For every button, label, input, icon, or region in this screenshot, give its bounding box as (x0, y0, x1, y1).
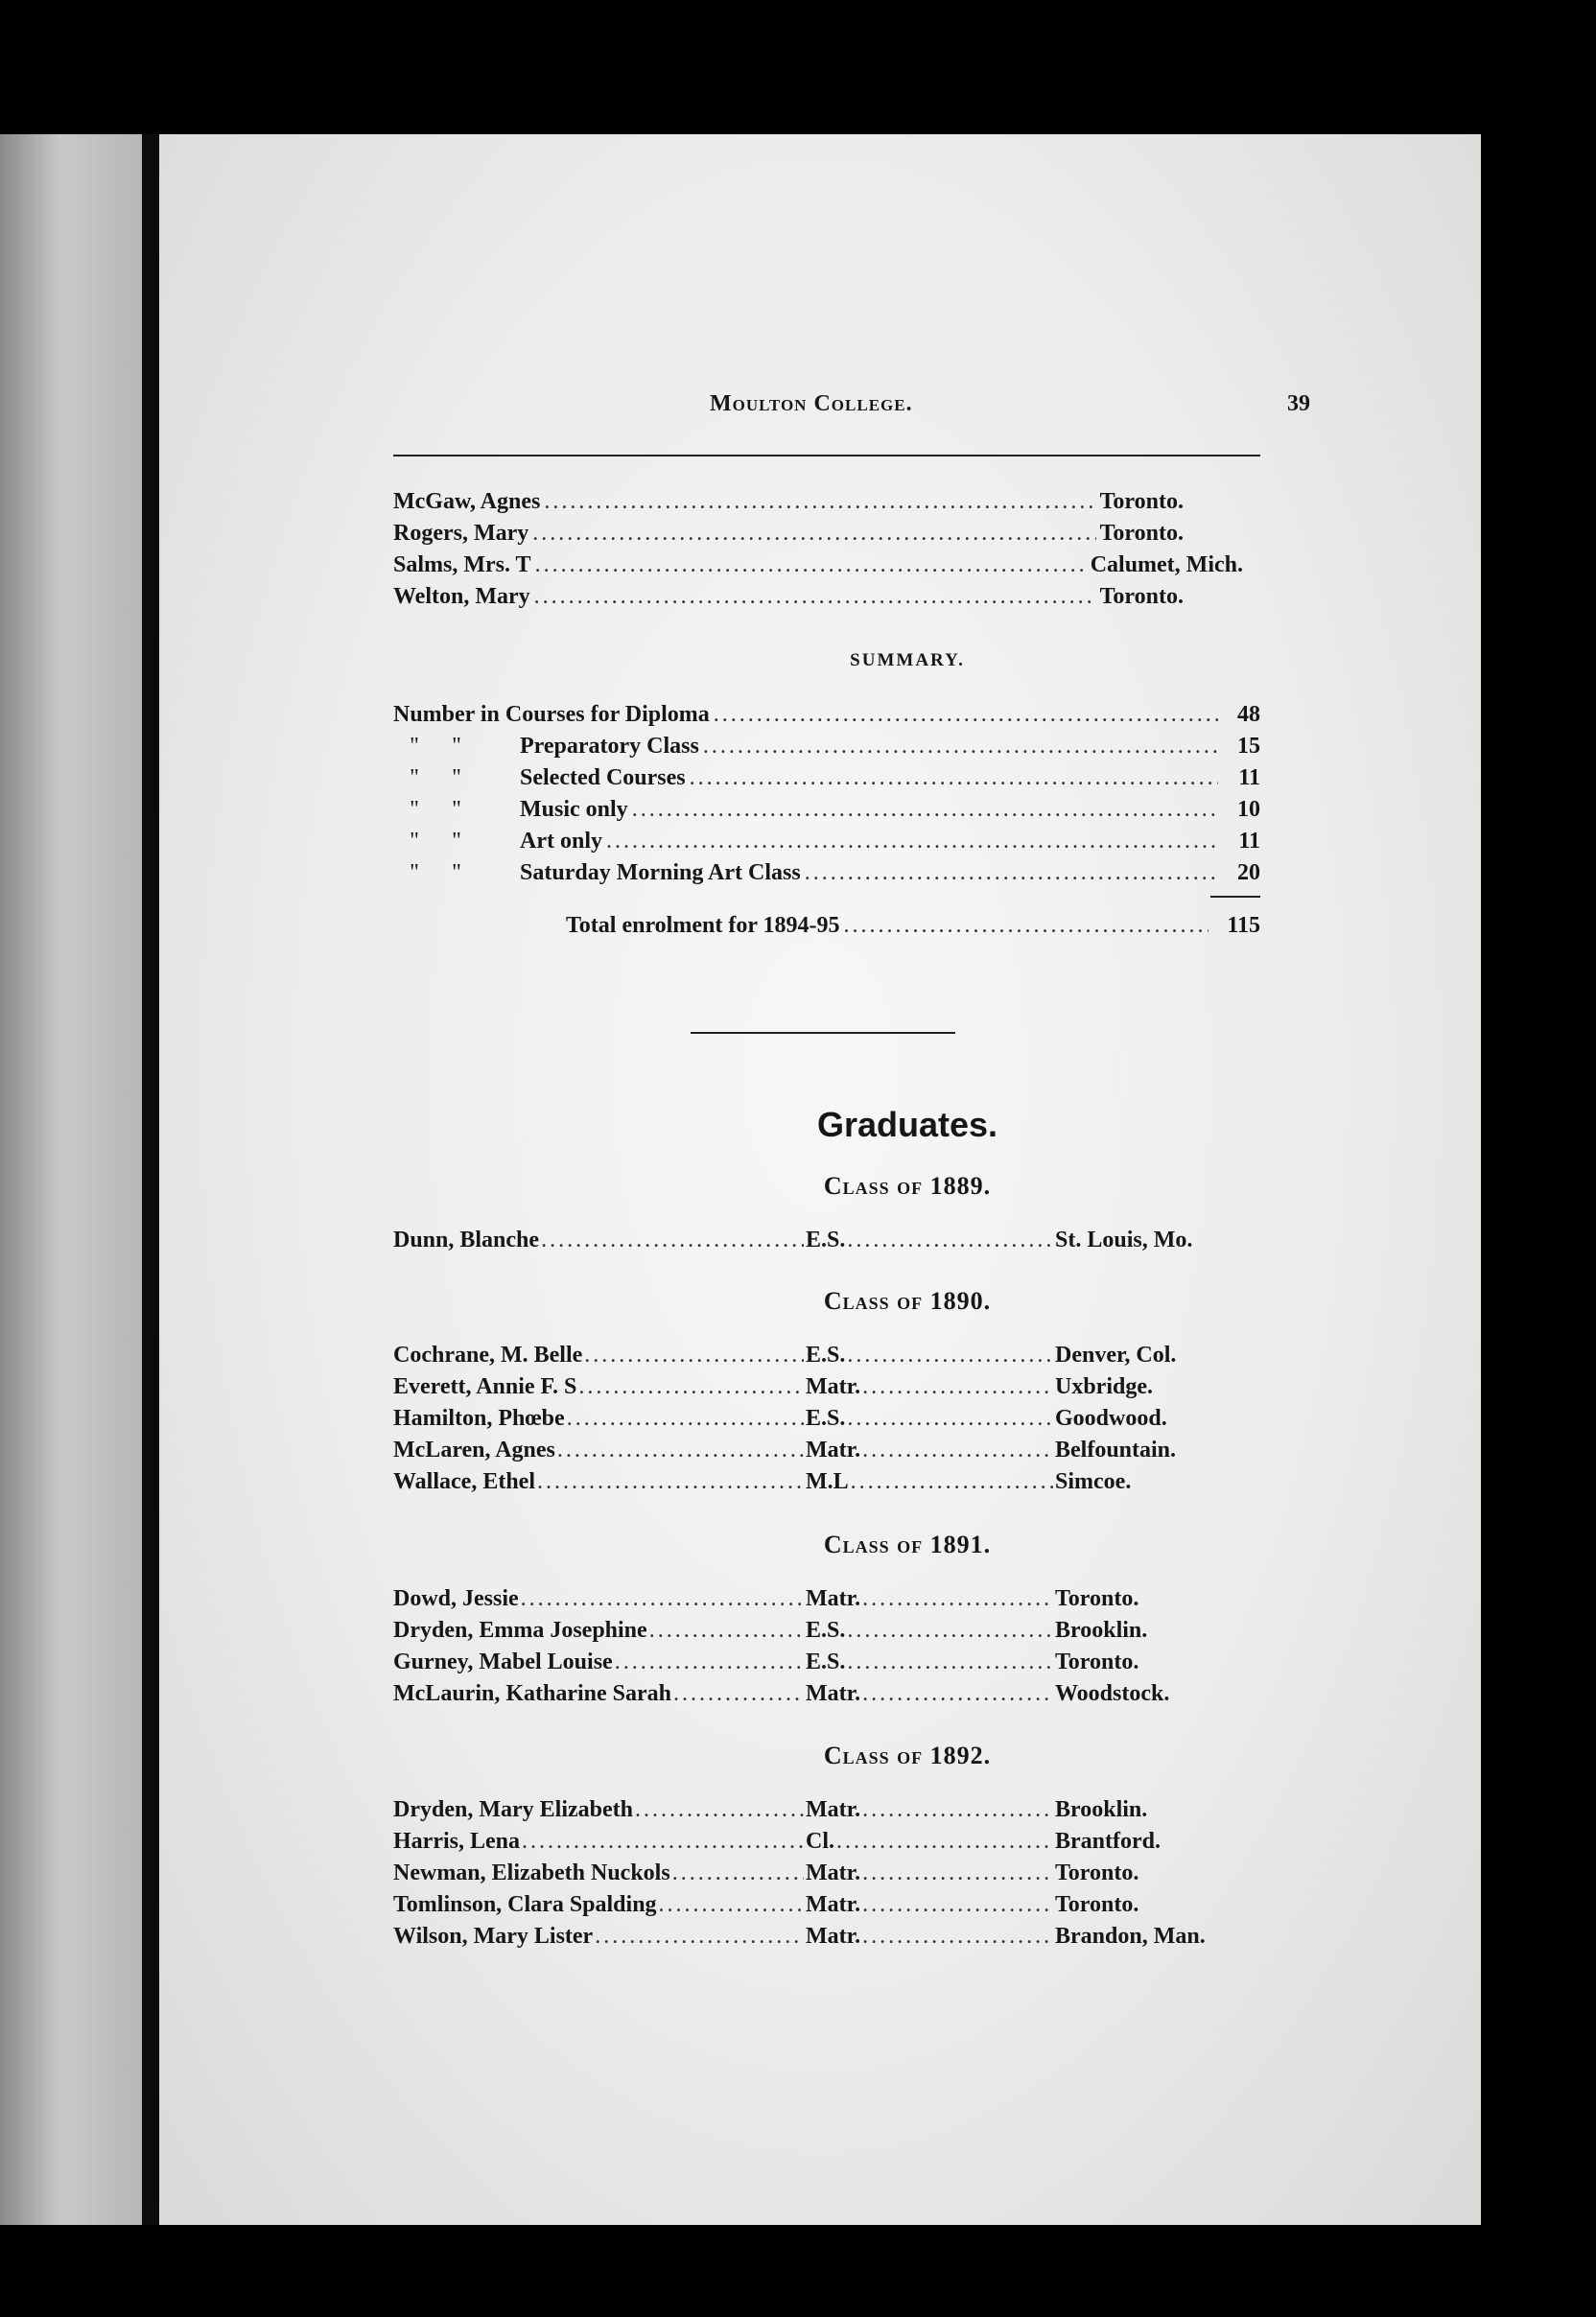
student-name: Rogers, Mary (393, 521, 529, 546)
graduate-place: Uxbridge. (1055, 1374, 1153, 1399)
graduate-row (393, 1406, 1256, 1437)
graduate-place: Toronto. (1055, 1861, 1139, 1885)
dot-leader (836, 1829, 1053, 1855)
graduate-place: Simcoe. (1055, 1469, 1132, 1494)
graduate-degree: E.S. (806, 1618, 846, 1643)
graduate-row (393, 1681, 1256, 1712)
graduate-degree: E.S. (806, 1406, 846, 1431)
student-row (393, 521, 1184, 551)
graduate-place: Woodstock. (1055, 1681, 1170, 1706)
graduate-name: McLaren, Agnes (393, 1438, 555, 1463)
ditto-mark: " (410, 797, 419, 822)
graduate-row (393, 1829, 1256, 1860)
dot-leader (862, 1438, 1053, 1463)
summary-value: 48 (1237, 702, 1260, 727)
class-heading: Class of 1892. (823, 1742, 992, 1769)
graduate-name: Dunn, Blanche (393, 1228, 540, 1252)
graduate-row (393, 1343, 1256, 1373)
dot-leader (862, 1861, 1053, 1886)
facing-page-edge (0, 134, 153, 2225)
section-divider (691, 1032, 955, 1034)
document-page (159, 134, 1481, 2225)
student-place: Calumet, Mich. (1090, 552, 1243, 577)
graduate-name: Dowd, Jessie (393, 1586, 519, 1611)
graduate-name: Gurney, Mabel Louise (393, 1650, 613, 1674)
graduate-name: Harris, Lena (393, 1829, 520, 1854)
graduate-place: Brooklin. (1055, 1618, 1148, 1643)
dot-leader (851, 1469, 1053, 1495)
graduate-degree: Matr. (806, 1586, 861, 1611)
dot-leader (847, 1406, 1053, 1432)
dot-leader (522, 1829, 804, 1855)
graduate-degree: E.S. (806, 1228, 846, 1252)
ditto-mark: " (452, 797, 461, 822)
dot-leader (521, 1586, 804, 1612)
dot-leader (673, 1681, 804, 1707)
dot-leader (541, 1228, 804, 1253)
dot-leader (557, 1438, 804, 1463)
dot-leader (805, 860, 1218, 886)
graduate-place: Toronto. (1055, 1892, 1139, 1917)
summary-row (393, 765, 1260, 796)
dot-leader (578, 1374, 804, 1400)
graduate-place: Goodwood. (1055, 1406, 1167, 1431)
dot-leader (862, 1681, 1053, 1707)
dot-leader (649, 1618, 804, 1644)
ditto-mark: " (410, 765, 419, 790)
graduate-degree: Matr. (806, 1438, 861, 1463)
student-place: Toronto. (1099, 521, 1184, 546)
summary-label: Preparatory Class (520, 734, 699, 759)
dot-leader (544, 489, 1095, 515)
dot-leader (532, 521, 1095, 547)
ditto-mark: " (452, 765, 461, 790)
summary-value: 15 (1237, 734, 1260, 759)
graduate-degree: E.S. (806, 1650, 846, 1674)
dot-leader (847, 1343, 1053, 1369)
graduates-heading: Graduates. (816, 1105, 998, 1144)
dot-leader (862, 1374, 1053, 1400)
summary-heading: SUMMARY. (850, 650, 965, 670)
student-place: Toronto. (1099, 584, 1184, 609)
dot-leader (606, 829, 1218, 854)
summary-label: Saturday Morning Art Class (520, 860, 801, 885)
graduate-row (393, 1469, 1256, 1500)
summary-row (393, 702, 1260, 733)
summary-label: Number in Courses for Diploma (393, 702, 710, 727)
summary-label: Art only (520, 829, 602, 854)
graduate-row (393, 1438, 1256, 1468)
graduate-row (393, 1861, 1256, 1891)
class-heading: Class of 1889. (823, 1172, 992, 1200)
graduate-row (393, 1797, 1256, 1828)
graduate-name: Tomlinson, Clara Spalding (393, 1892, 657, 1917)
summary-row (393, 797, 1260, 828)
graduate-name: Wilson, Mary Lister (393, 1924, 594, 1949)
summary-row (393, 829, 1260, 859)
ditto-mark: " (452, 829, 461, 854)
graduate-place: Toronto. (1055, 1650, 1139, 1674)
graduate-degree: E.S. (806, 1343, 846, 1368)
graduate-degree: Cl. (806, 1829, 834, 1854)
student-row (393, 489, 1184, 520)
graduate-degree: Matr. (806, 1797, 861, 1822)
summary-label: Selected Courses (520, 765, 686, 790)
graduate-row (393, 1586, 1256, 1617)
dot-leader (537, 1469, 804, 1495)
student-row (393, 552, 1243, 583)
graduate-place: Denver, Col. (1055, 1343, 1177, 1368)
graduate-degree: Matr. (806, 1681, 861, 1706)
graduate-place: Brantford. (1055, 1829, 1161, 1854)
student-place: Toronto. (1099, 489, 1184, 514)
graduate-name: Wallace, Ethel (393, 1469, 535, 1494)
dot-leader (862, 1586, 1053, 1612)
summary-row (393, 860, 1260, 891)
ditto-mark: " (452, 734, 461, 759)
graduate-degree: M.L (806, 1469, 849, 1494)
total-value: 115 (1227, 913, 1260, 938)
graduate-name: Newman, Elizabeth Nuckols (393, 1861, 670, 1885)
dot-leader (659, 1892, 804, 1918)
dot-leader (584, 1343, 804, 1369)
dot-leader (847, 1650, 1053, 1675)
graduate-degree: Matr. (806, 1374, 861, 1399)
dot-leader (844, 913, 1209, 939)
summary-label: Music only (520, 797, 628, 822)
student-row (393, 584, 1184, 615)
dot-leader (703, 734, 1218, 760)
graduate-name: Everett, Annie F. S (393, 1374, 577, 1399)
running-head (393, 391, 1421, 430)
graduate-degree: Matr. (806, 1892, 861, 1917)
class-heading: Class of 1890. (823, 1287, 992, 1315)
header-rule (393, 455, 1260, 456)
graduate-degree: Matr. (806, 1924, 861, 1949)
graduate-place: Brooklin. (1055, 1797, 1148, 1822)
graduate-name: Hamilton, Phœbe (393, 1406, 565, 1431)
summary-value: 11 (1238, 765, 1260, 790)
dot-leader (690, 765, 1218, 791)
dot-leader (615, 1650, 804, 1675)
graduate-degree: Matr. (806, 1861, 861, 1885)
student-name: Salms, Mrs. T (393, 552, 531, 577)
student-name: McGaw, Agnes (393, 489, 541, 514)
dot-leader (635, 1797, 804, 1823)
total-label: Total enrolment for 1894-95 (566, 913, 840, 938)
dot-leader (672, 1861, 804, 1886)
page-number: 39 (1287, 391, 1310, 416)
running-title: Moulton College. (710, 391, 913, 416)
page-content (393, 134, 1421, 2225)
dot-leader (535, 552, 1087, 578)
summary-value: 11 (1238, 829, 1260, 854)
summary-value: 20 (1237, 860, 1260, 885)
book-gutter (142, 134, 159, 2225)
ditto-mark: " (410, 860, 419, 885)
dot-leader (632, 797, 1218, 823)
ditto-mark: " (410, 734, 419, 759)
ditto-mark: " (410, 829, 419, 854)
graduate-place: Brandon, Man. (1055, 1924, 1206, 1949)
summary-value: 10 (1237, 797, 1260, 822)
graduate-place: Toronto. (1055, 1586, 1139, 1611)
graduate-place: St. Louis, Mo. (1055, 1228, 1193, 1252)
graduate-name: Dryden, Emma Josephine (393, 1618, 647, 1643)
graduate-row (393, 1374, 1256, 1405)
dot-leader (862, 1892, 1053, 1918)
dot-leader (714, 702, 1218, 728)
student-name: Welton, Mary (393, 584, 530, 609)
graduate-name: Cochrane, M. Belle (393, 1343, 583, 1368)
class-heading: Class of 1891. (823, 1531, 992, 1558)
graduate-row (393, 1650, 1256, 1680)
graduate-row (393, 1228, 1256, 1258)
graduate-name: McLaurin, Katharine Sarah (393, 1681, 672, 1706)
dot-leader (862, 1924, 1053, 1950)
dot-leader (847, 1228, 1053, 1253)
graduate-row (393, 1892, 1256, 1923)
graduate-row (393, 1924, 1256, 1954)
graduate-name: Dryden, Mary Elizabeth (393, 1797, 633, 1822)
dot-leader (847, 1618, 1053, 1644)
graduate-row (393, 1618, 1256, 1649)
total-row (566, 913, 1260, 944)
ditto-mark: " (452, 860, 461, 885)
dot-leader (862, 1797, 1053, 1823)
dot-leader (534, 584, 1096, 610)
dot-leader (567, 1406, 804, 1432)
graduate-place: Belfountain. (1055, 1438, 1177, 1463)
total-rule (1210, 896, 1260, 898)
summary-row (393, 734, 1260, 764)
dot-leader (595, 1924, 804, 1950)
